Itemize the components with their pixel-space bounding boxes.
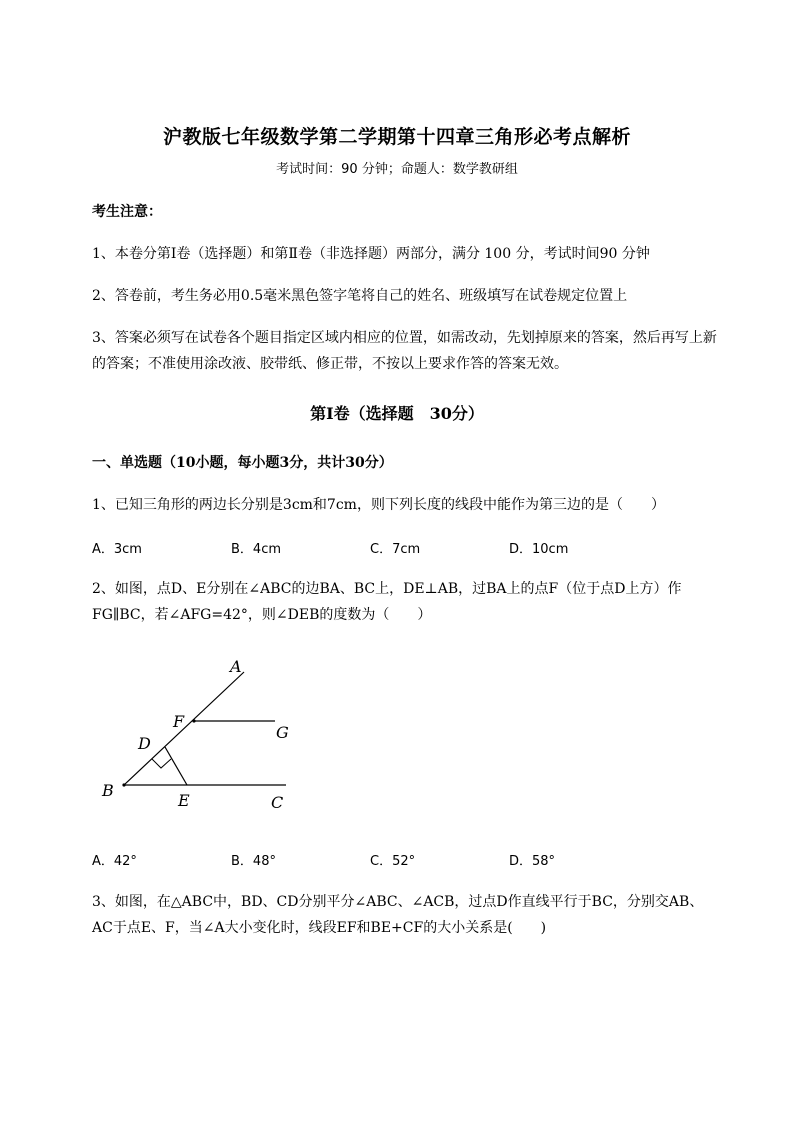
point-f — [192, 719, 195, 722]
q1-option-b: B．4cm — [231, 542, 282, 557]
question-1-text: 1、已知三角形的两边长分别是3cm和7cm，则下列长度的线段中能作为第三边的是（ ） — [92, 497, 665, 513]
label-g: G — [276, 723, 289, 742]
part-heading: 一、单选题（10小题，每小题3分，共计30分） — [92, 455, 393, 471]
q1-option-c: C．7cm — [370, 542, 421, 557]
page-title: 沪教版七年级数学第二学期第十四章三角形必考点解析 — [162, 126, 631, 148]
exam-info: 考试时间：90 分钟；命题人：数学教研组 — [276, 162, 518, 177]
q2-option-d: D．58° — [509, 854, 556, 869]
notice-item-2: 2、答卷前，考生务必用0.5毫米黑色签字笔将自己的姓名、班级填写在试卷规定位置上 — [92, 288, 628, 304]
label-b: B — [102, 781, 114, 800]
q2-option-c: C．52° — [370, 854, 416, 869]
point-b — [122, 783, 125, 786]
notice-item-3: 3、答案必须写在试卷各个题目指定区域内相应的位置，如需改动，先划掉原来的答案，然后再写上新 — [92, 330, 717, 346]
right-angle-mark — [152, 759, 171, 768]
q2-option-a: A．42° — [92, 854, 137, 869]
label-e: E — [178, 791, 190, 810]
q1-option-a: A．3cm — [92, 542, 142, 557]
label-c: C — [271, 793, 284, 812]
question-2-line-1: 2、如图，点D、E分别在∠ABC的边BA、BC上，DE⊥AB，过BA上的点F（位于点D上方）作 — [92, 581, 682, 597]
label-f: F — [173, 712, 185, 731]
notice-item-1: 1、本卷分第Ⅰ卷（选择题）和第Ⅱ卷（非选择题）两部分，满分 100 分，考试时间90 分钟 — [92, 246, 650, 262]
notice-heading: 考生注意： — [92, 204, 162, 220]
q1-option-d: D．10cm — [509, 542, 569, 557]
question-3-line-1: 3、如图，在△ABC中，BD、CD分别平分∠ABC、∠ACB，过点D作直线平行于BC，分别交AB、 — [92, 894, 704, 910]
question-2-line-2: FG∥BC，若∠AFG=42°，则∠DEB的度数为（ ） — [92, 607, 432, 623]
label-a: A — [230, 657, 242, 676]
notice-item-3-cont: 的答案；不准使用涂改液、胶带纸、修正带，不按以上要求作答的答案无效。 — [92, 356, 568, 372]
section-title: 第Ⅰ卷（选择题 30分） — [310, 404, 484, 423]
q2-geometry-figure — [90, 650, 310, 820]
segment-de — [165, 747, 187, 785]
q2-option-b: B．48° — [231, 854, 276, 869]
question-3-line-2: AC于点E、F，当∠A大小变化时，线段EF和BE+CF的大小关系是( ) — [92, 920, 547, 936]
label-d: D — [138, 734, 151, 753]
